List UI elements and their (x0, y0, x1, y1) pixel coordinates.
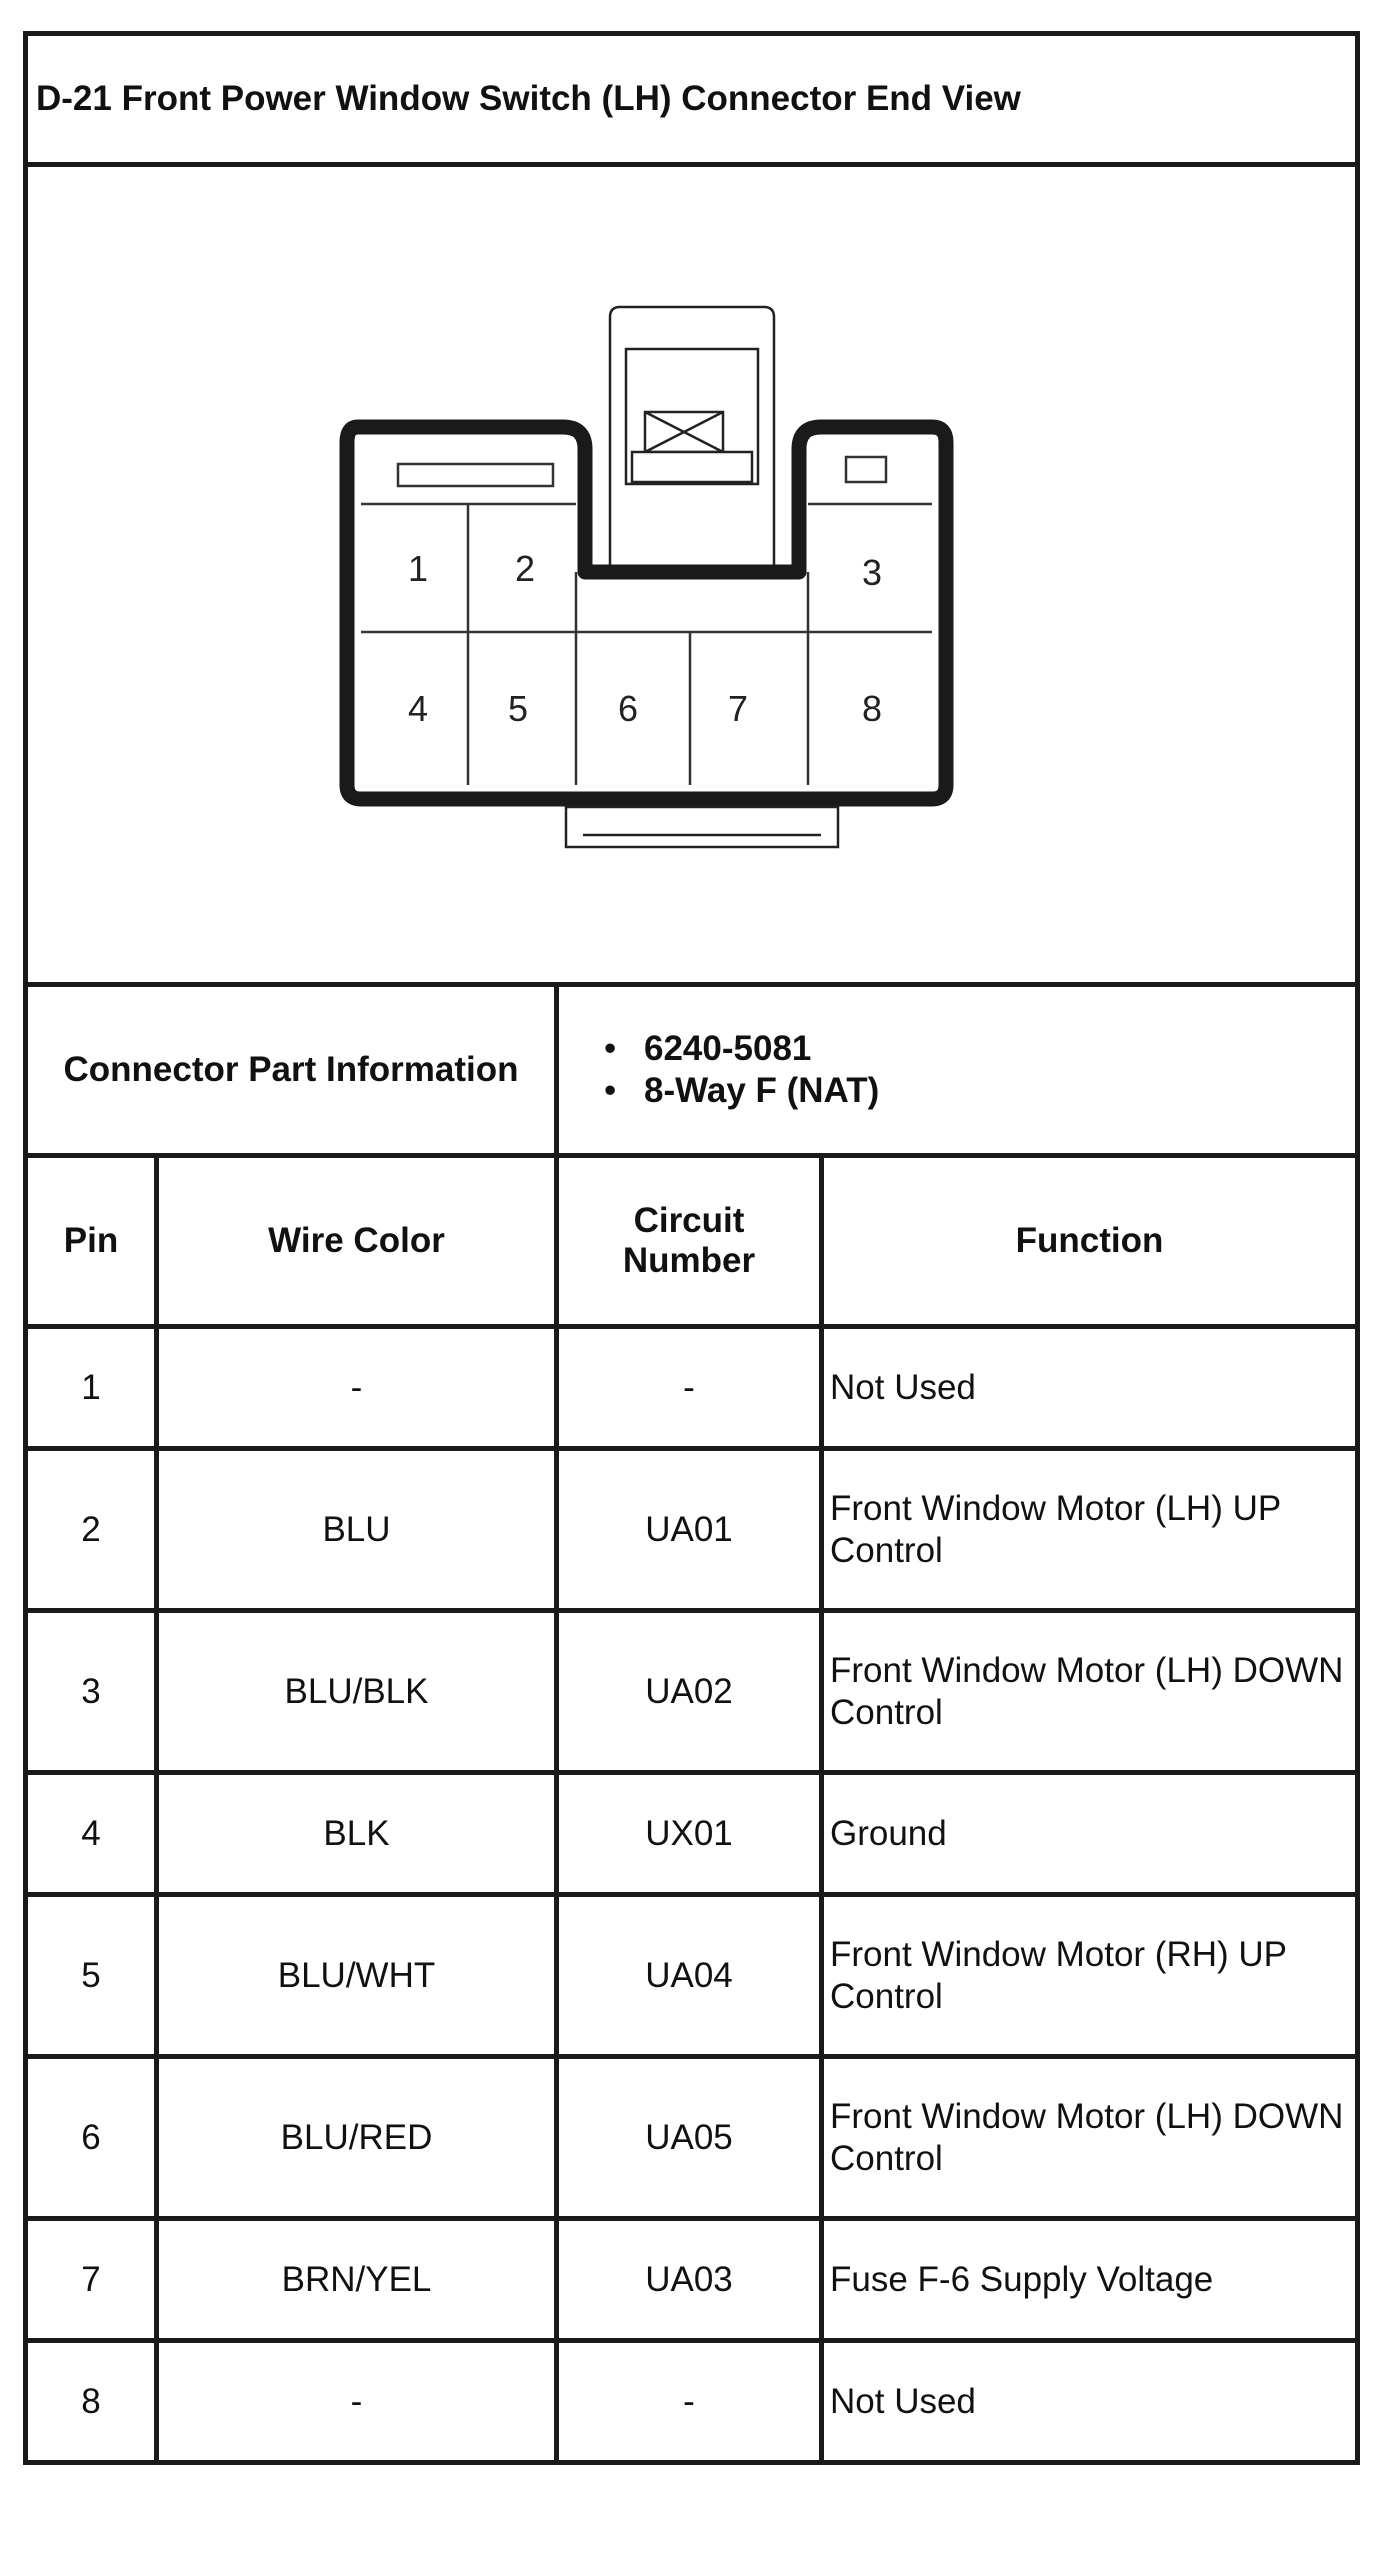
part-number: • 6240-5081 (644, 1028, 1355, 1070)
page-title: D-21 Front Power Window Switch (LH) Connector End View (26, 34, 1358, 165)
column-header-function: Function (822, 1156, 1358, 1327)
wire-color-cell: BLU/WHT (157, 1895, 557, 2057)
function-cell: Not Used (822, 2341, 1358, 2463)
wire-color-cell: BLU (157, 1449, 557, 1611)
wire-color-cell: - (157, 2341, 557, 2463)
connector-table (23, 31, 1360, 2465)
circuit-cell: UA04 (557, 1895, 822, 2057)
circuit-cell: UA01 (557, 1449, 822, 1611)
function-cell: Front Window Motor (LH) DOWN Control (822, 1611, 1358, 1773)
column-header-pin: Pin (26, 1156, 157, 1327)
pin-cell: 2 (26, 1449, 157, 1611)
table-row (26, 2341, 1358, 2463)
column-header-wire-color: Wire Color (157, 1156, 557, 1327)
table-row (26, 2057, 1358, 2219)
function-cell: Front Window Motor (RH) UP Control (822, 1895, 1358, 2057)
table-header-row (26, 1156, 1358, 1327)
pin-label-4: 4 (407, 688, 429, 729)
wire-color-cell: - (157, 1327, 557, 1449)
part-description: • 8-Way F (NAT) (644, 1070, 1355, 1112)
pin-cell: 6 (26, 2057, 157, 2219)
circuit-cell: UX01 (557, 1773, 822, 1895)
circuit-cell: - (557, 2341, 822, 2463)
pin-label-3: 3 (861, 552, 883, 593)
pin-label-6: 6 (617, 688, 639, 729)
wire-color-cell: BLK (157, 1773, 557, 1895)
connector-diagram-cell (26, 165, 1358, 985)
function-cell: Front Window Motor (LH) UP Control (822, 1449, 1358, 1611)
circuit-cell: UA02 (557, 1611, 822, 1773)
pin-cell: 8 (26, 2341, 157, 2463)
part-info-label: Connector Part Information (26, 985, 557, 1156)
table-row (26, 1327, 1358, 1449)
column-header-circuit-number (557, 1156, 822, 1327)
function-cell: Ground (822, 1773, 1358, 1895)
circuit-cell: UA05 (557, 2057, 822, 2219)
part-info-values (557, 985, 1358, 1156)
pin-cell: 4 (26, 1773, 157, 1895)
table-row (26, 1895, 1358, 2057)
table-row (26, 1773, 1358, 1895)
table-row (26, 1611, 1358, 1773)
function-cell: Not Used (822, 1327, 1358, 1449)
pin-label-1: 1 (407, 548, 429, 589)
bottom-tab (566, 807, 838, 847)
pin-cell: 3 (26, 1611, 157, 1773)
table-row (26, 1449, 1358, 1611)
circuit-header-line1: Circuit (633, 1201, 745, 1240)
function-cell: Fuse F-6 Supply Voltage (822, 2219, 1358, 2341)
circuit-header-line2: Number (622, 1241, 756, 1280)
wire-color-cell: BLU/RED (157, 2057, 557, 2219)
pin-cell: 5 (26, 1895, 157, 2057)
circuit-cell: - (557, 1327, 822, 1449)
connector-end-view-diagram (28, 167, 1350, 982)
wire-color-cell: BLU/BLK (157, 1611, 557, 1773)
circuit-cell: UA03 (557, 2219, 822, 2341)
pin-label-8: 8 (861, 688, 883, 729)
function-cell: Front Window Motor (LH) DOWN Control (822, 2057, 1358, 2219)
pin-cell: 1 (26, 1327, 157, 1449)
pin-cell: 7 (26, 2219, 157, 2341)
pin-label-5: 5 (507, 688, 529, 729)
pin-label-2: 2 (514, 548, 536, 589)
wire-color-cell: BRN/YEL (157, 2219, 557, 2341)
table-row (26, 2219, 1358, 2341)
pin-label-7: 7 (727, 688, 749, 729)
connector-document (23, 31, 1355, 2529)
